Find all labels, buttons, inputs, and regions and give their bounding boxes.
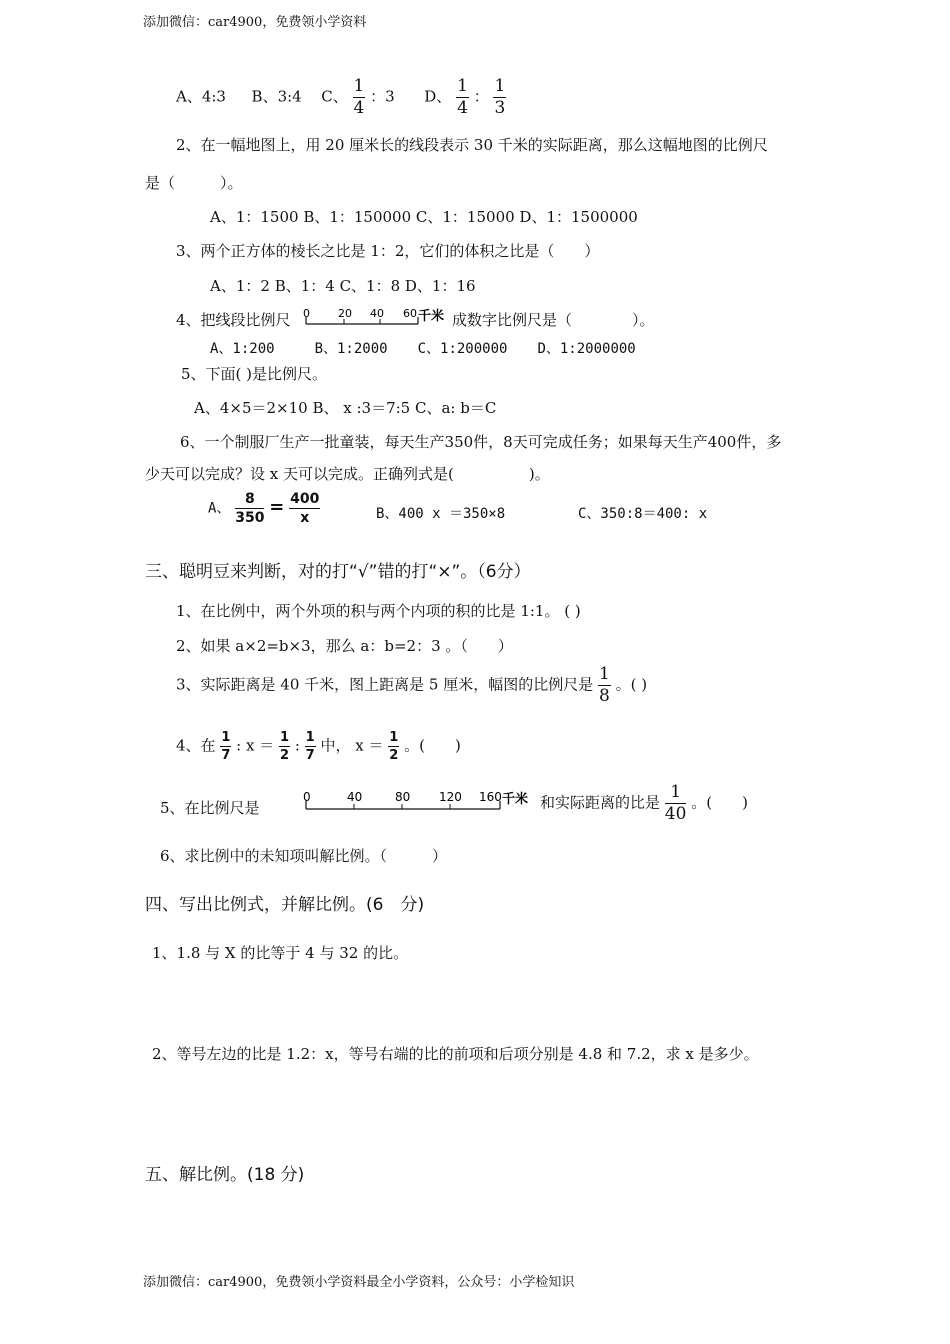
s3-item-4-fraction: $\frac{1}{2}$ [389, 730, 399, 763]
q4-suffix: 成数字比例尺是（ ）。 [452, 311, 655, 329]
q1-option-a: A、4:3 [176, 87, 226, 106]
q1-option-c-fraction: $\frac{1}{4}$ [353, 76, 365, 118]
q6-text-line1: 6、一个制服厂生产一批童装，每天生产350件，8天可完成任务；如果每天生产400件，多 [180, 433, 782, 451]
q1-option-d-fraction-1: $\frac{1}{4}$ [457, 76, 468, 118]
s3-scale-tick: 0 [303, 790, 311, 804]
q4-option-a: A、1:200 [210, 341, 275, 357]
q1-option-b: B、3:4 [251, 87, 302, 106]
section-4-title: 四、写出比例式，并解比例。(6 分) [145, 895, 425, 915]
q6-option-b: B、400 x ＝350×8 [376, 506, 506, 522]
q2-text-line2: 是（ ）。 [145, 174, 243, 192]
q6-option-a: A、 $\frac{8}{350}$ = $\frac{400}{x}$ [208, 491, 320, 526]
q5-text: 5、下面( )是比例尺。 [181, 365, 328, 383]
s3-item-4-fraction: $\frac{1}{7}$ [305, 730, 315, 763]
s3-item-5-line-scale [298, 786, 540, 814]
q6-option-c: C、350:8＝400: x [578, 506, 708, 522]
s4-question-2: 2、等号左边的比是 1.2：x，等号右端的比的前项和后项分别是 4.8 和 7.2，求 x 是多少。 [152, 1045, 759, 1063]
q4-option-d: D、1:2000000 [537, 341, 636, 357]
q2-options: A、1：1500 B、1：150000 C、1：15000 D、1：1500000 [210, 208, 638, 226]
s3-scale-unit: 千米 [502, 792, 529, 807]
q4-scale-unit: 千米 [418, 309, 445, 324]
s3-item-4: 4、在 $\frac{1}{7}$ : x ＝ $\frac{1}{2}$ : $\frac{1}{7}$ 中， x ＝ $\frac{1}{2}$ 。( ) [176, 730, 461, 763]
s3-scale-tick: 160 [479, 790, 502, 804]
q6-option-a-fraction-2: $\frac{400}{x}$ [290, 491, 320, 526]
s3-item-4-fraction: $\frac{1}{7}$ [221, 730, 231, 763]
s3-scale-tick: 80 [395, 790, 411, 804]
q4-options [210, 338, 636, 358]
q3-text: 3、两个正方体的棱长之比是 1：2，它们的体积之比是（ ） [176, 242, 600, 260]
q4-line-scale [300, 303, 450, 329]
q3-options: A、1：2 B、1：4 C、1：8 D、1：16 [210, 277, 476, 295]
s4-question-1: 1、1.8 与 X 的比等于 4 与 32 的比。 [152, 944, 409, 962]
s3-item-1: 1、在比例中，两个外项的积与两个内项的积的比是 1:1。 ( ) [176, 602, 581, 620]
q4-scale-tick: 40 [370, 307, 384, 320]
s3-item-4-fraction: $\frac{1}{2}$ [280, 730, 290, 763]
q2-text-line1: 2、在一幅地图上，用 20 厘米长的线段表示 30 千米的实际距离，那么这幅地图的比例尺 [176, 136, 768, 154]
page-footer: 添加微信：car4900，免费领小学资料最全小学资料，公众号：小学检知识 [143, 1275, 575, 1290]
q6-option-a-fraction-1: $\frac{8}{350}$ [235, 491, 265, 526]
section-3-title: 三、聪明豆来判断，对的打“√”错的打“×”。（6分） [145, 562, 531, 582]
q4-prefix: 4、把线段比例尺 [176, 311, 291, 329]
s3-item-3-fraction: $\frac{1}{8}$ [599, 664, 610, 706]
s3-item-5-prefix: 5、在比例尺是 [160, 799, 260, 817]
q4-scale-tick: 60 [403, 307, 417, 320]
q4-scale-tick: 0 [303, 307, 310, 320]
q4-option-b: B、1:2000 [314, 341, 388, 357]
q1-option-c: C、 [321, 87, 348, 106]
s3-item-6: 6、求比例中的未知项叫解比例。（ ） [160, 847, 448, 865]
section-5-title: 五、解比例。(18 分) [145, 1165, 305, 1185]
s3-item-5-fraction: $\frac{1}{40}$ [664, 782, 687, 824]
s3-item-2: 2、如果 a×2=b×3，那么 a：b=2：3 。（ ） [176, 637, 513, 655]
s3-scale-tick: 120 [439, 790, 462, 804]
s3-scale-tick: 40 [347, 790, 363, 804]
q1-option-d: D、 [424, 87, 452, 106]
q1-option-d-fraction-2: $\frac{1}{3}$ [494, 76, 506, 118]
page-header: 添加微信：car4900，免费领小学资料 [143, 15, 367, 30]
q1-options: A、4:3 B、3:4 C、 $\frac{1}{4}$ ：3 D、 $\frac{1}{4}$ ： $\frac{1}{3}$ [176, 76, 506, 118]
q6-text-line2: 少天可以完成？设 x 天可以完成。正确列式是( )。 [145, 465, 550, 483]
q4-option-c: C、1:200000 [417, 341, 508, 357]
q5-options: A、4×5＝2×10 B、 x :3＝7:5 C、a: b＝C [194, 399, 497, 417]
s3-item-5-suffix: 和实际距离的比是 $\frac{1}{40}$ 。( ) [540, 782, 748, 824]
s3-item-3: 3、实际距离是 40 千米，图上距离是 5 厘米，幅图的比例尺是 $\frac{1}{8}$ 。( ) [176, 664, 648, 706]
q4-scale-tick: 20 [338, 307, 352, 320]
